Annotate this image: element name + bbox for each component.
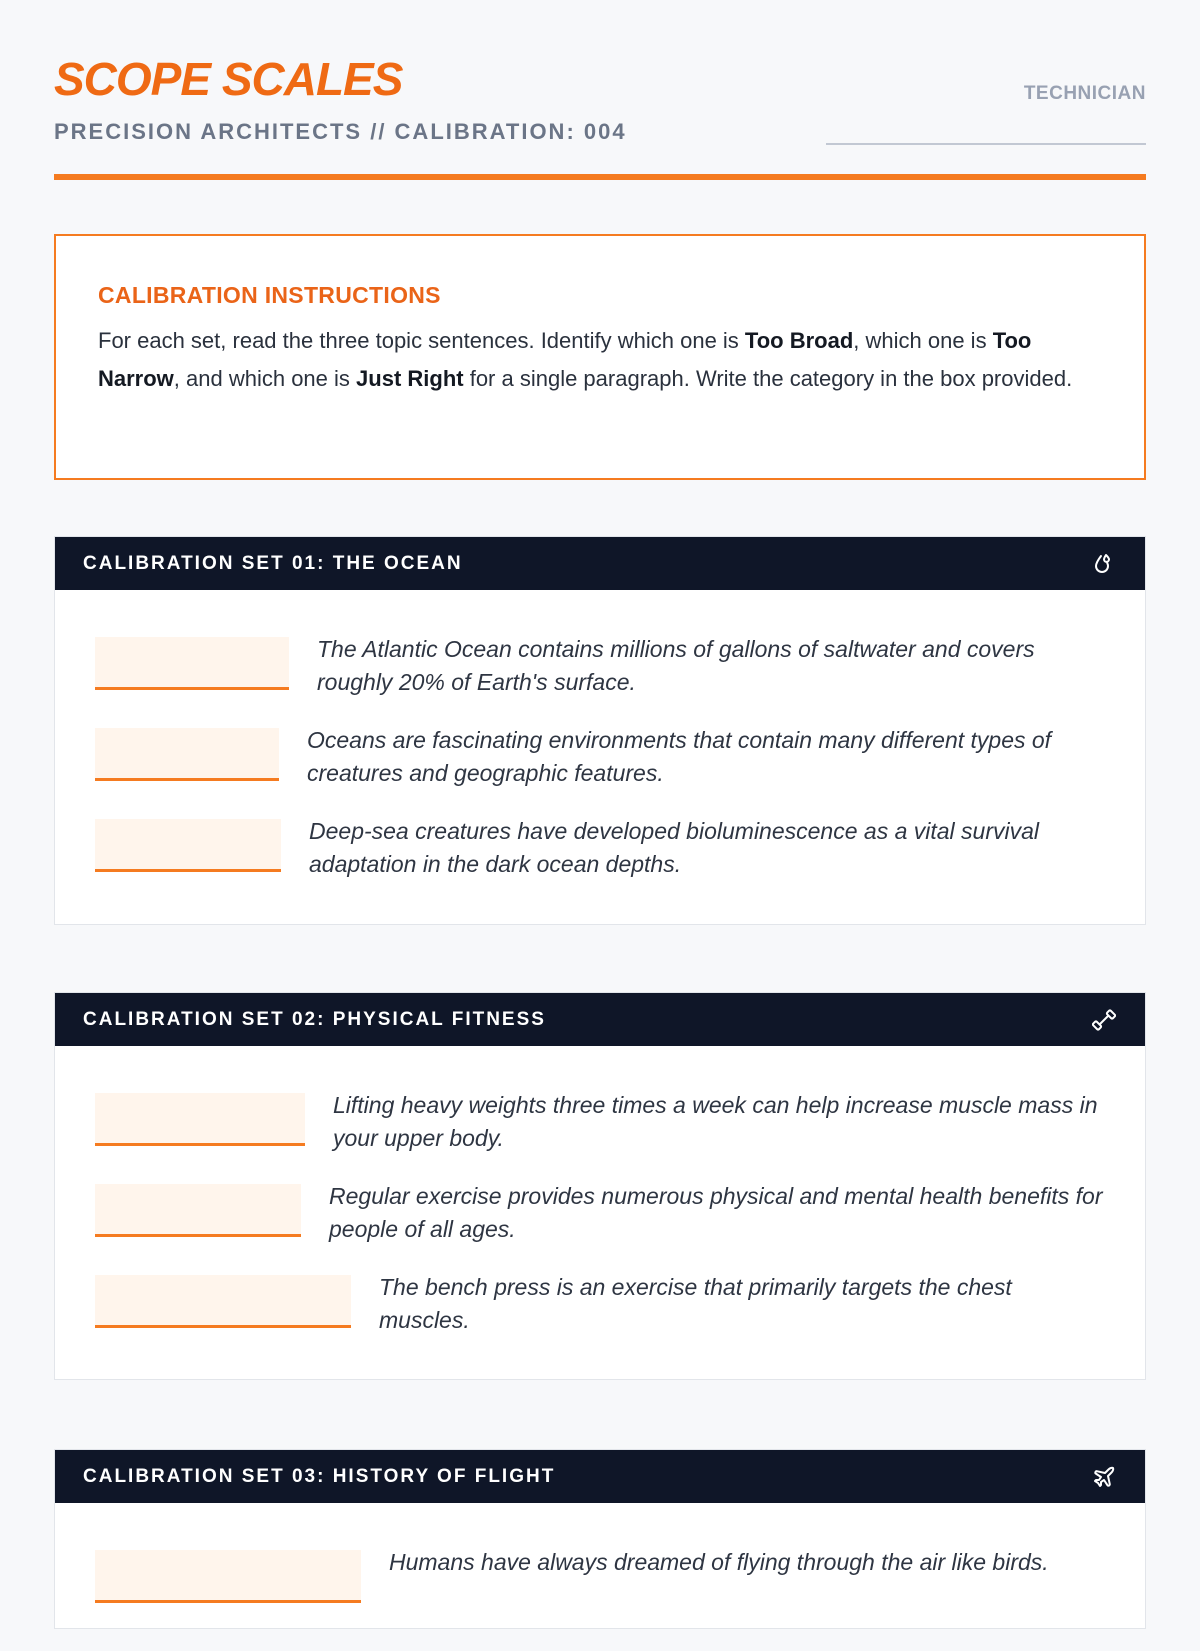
topic-sentence: Regular exercise provides numerous physical and mental health benefits for people of all ages. [329,1183,1103,1242]
list-item [95,727,1105,790]
answer-box[interactable] [95,1184,301,1237]
term-too-narrow: Too Narrow [98,328,1032,391]
set-header [55,537,1145,590]
calibration-set-02 [54,992,1146,1380]
airplane-icon [1091,1464,1117,1490]
instructions-title: CALIBRATION INSTRUCTIONS [98,282,441,308]
topic-sentence: The Atlantic Ocean contains millions of gallons of saltwater and covers roughly 20% of Earth's surface. [317,636,1035,695]
page-header [54,0,1146,182]
brand-title: SCOPE SCALES [54,53,403,105]
set-header [55,993,1145,1046]
term-just-right: Just Right [356,366,464,391]
technician-name-field[interactable] [826,143,1146,145]
list-item [95,1183,1105,1246]
page-subtitle: PRECISION ARCHITECTS // CALIBRATION: 004 [54,119,627,144]
dumbbell-icon [1091,1007,1117,1033]
worksheet-page [54,0,1146,1575]
set-title: CALIBRATION SET 01: THE OCEAN [83,552,463,574]
water-drops-icon [1091,551,1117,577]
calibration-set-01 [54,536,1146,925]
instructions-text-part: For each set, read the three topic sentences. Identify which one is [98,328,745,353]
set-body [55,590,1145,929]
set-body [55,1046,1145,1385]
set-header [55,1450,1145,1503]
topic-sentence: Lifting heavy weights three times a week can help increase muscle mass in your upper body. [333,1092,1098,1151]
topic-sentence: Humans have always dreamed of flying through the air like birds. [389,1549,1049,1575]
instructions-box [54,234,1146,480]
calibration-set-03 [54,1449,1146,1629]
answer-box[interactable] [95,1550,361,1603]
set-title: CALIBRATION SET 02: PHYSICAL FITNESS [83,1008,546,1030]
answer-box[interactable] [95,728,279,781]
list-item [95,636,1105,699]
instructions-text-part: , which one is [853,328,993,353]
set-body [55,1503,1145,1651]
instructions-text [98,322,1098,398]
answer-box[interactable] [95,1093,305,1146]
answer-box[interactable] [95,819,281,872]
header-divider [54,174,1146,180]
set-title: CALIBRATION SET 03: HISTORY OF FLIGHT [83,1465,556,1487]
topic-sentence: The bench press is an exercise that primarily targets the chest muscles. [379,1274,1012,1333]
answer-box[interactable] [95,1275,351,1328]
topic-sentence: Deep-sea creatures have developed bioluminescence as a vital survival adaptation in the dark ocean depths. [309,818,1040,877]
list-item [95,1092,1105,1155]
answer-box[interactable] [95,637,289,690]
term-too-broad: Too Broad [744,328,854,353]
list-item [95,1549,1105,1603]
instructions-text-part: , and which one is [173,366,357,391]
list-item [95,1274,1105,1337]
list-item [95,818,1105,881]
instructions-text-part: for a single paragraph. Write the category in the box provided. [463,366,1073,391]
technician-label: TECHNICIAN [1023,83,1146,104]
topic-sentence: Oceans are fascinating environments that contain many different types of creatures and geographic features. [307,727,1052,786]
